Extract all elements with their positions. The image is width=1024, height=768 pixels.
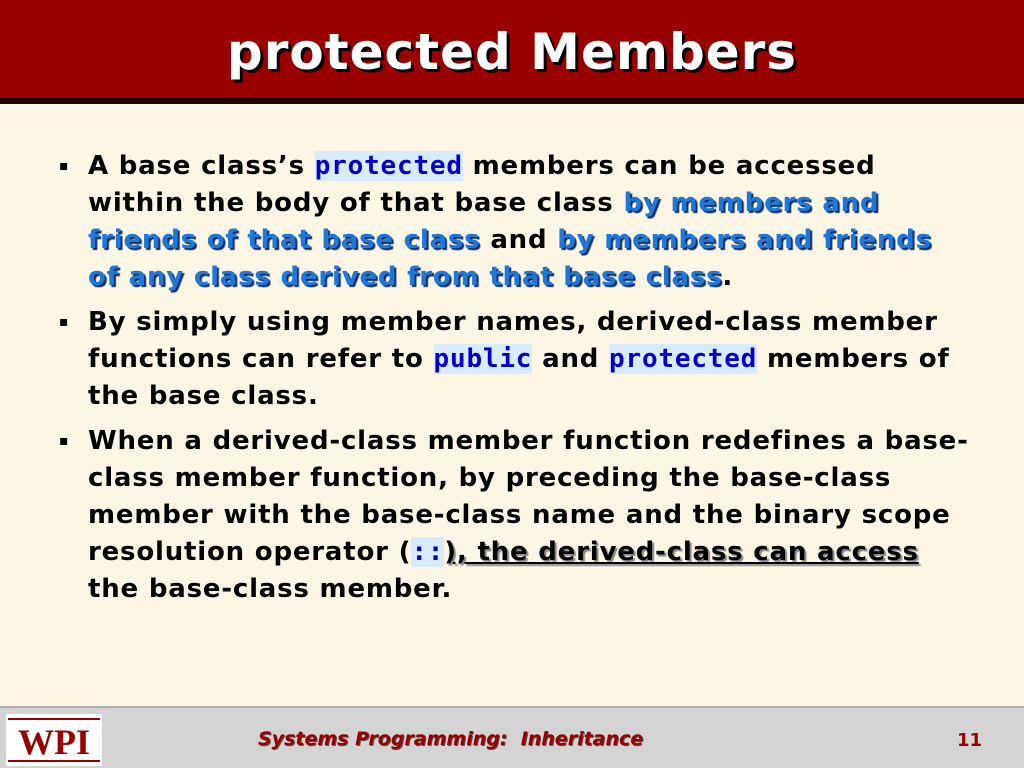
slide-content: [52, 148, 972, 616]
bullet-text: and: [532, 344, 610, 374]
code-keyword: public: [433, 344, 533, 374]
bullet-text: When a derived-class member function redefines a base-class member function, by preceding the base-class member with the base-class name and the binary scope resolution operator (: [88, 426, 969, 567]
page-number: 11: [956, 730, 982, 751]
emphasis-text: by members and friends of that base class: [88, 188, 880, 255]
bullet-text: .: [722, 262, 734, 292]
svg-text:WPI: WPI: [18, 722, 90, 762]
bullet-text: By simply using member names, derived-class member functions can refer to: [88, 307, 938, 374]
emphasis-text: by members and friends of any class derived from that base class: [88, 225, 932, 292]
bullet-text: members can be accessed within the body of that base class: [88, 151, 876, 218]
bullet-item: [52, 148, 972, 296]
bullet-text: A base class’s: [88, 151, 315, 181]
bullet-text: and: [480, 225, 558, 255]
course-label: Systems Programming: Inheritance: [258, 728, 644, 750]
slide-title: protected Members: [226, 23, 798, 81]
wpi-logo: [6, 714, 102, 766]
bullet-text: members of the base class.: [88, 344, 950, 411]
bullet-list: [52, 148, 972, 608]
bullet-item: [52, 423, 972, 608]
code-keyword: protected: [314, 151, 463, 181]
bullet-text: the base-class member.: [88, 574, 453, 604]
code-keyword: protected: [609, 344, 758, 374]
title-bar: [0, 0, 1024, 104]
bullet-marker-icon: ▪: [59, 158, 70, 174]
bullet-item: [52, 304, 972, 415]
slide-footer: [0, 706, 1024, 768]
code-keyword: ::: [411, 537, 445, 567]
bullet-marker-icon: ▪: [59, 314, 70, 330]
emphasis-text: ), the derived-class can access: [444, 537, 919, 567]
bullet-marker-icon: ▪: [59, 433, 70, 449]
